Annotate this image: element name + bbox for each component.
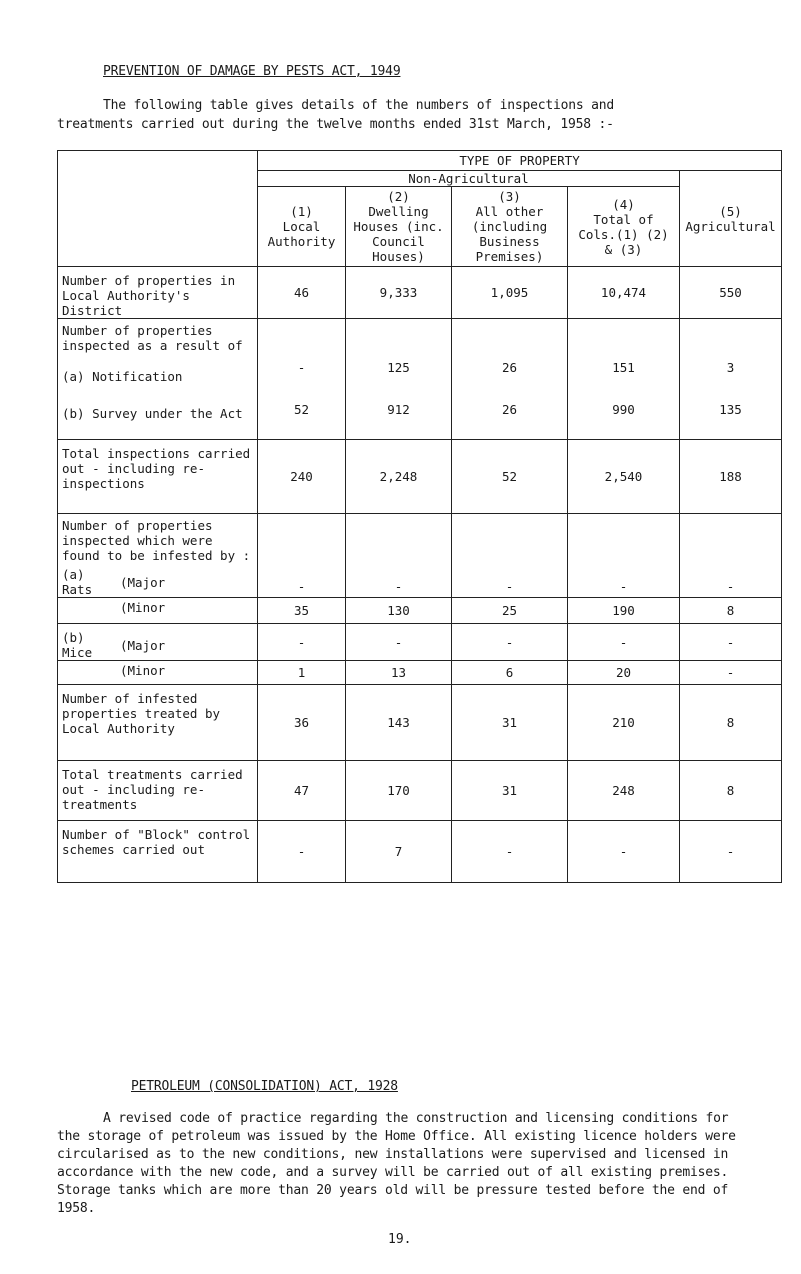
table-cell: 2,248 xyxy=(346,440,452,514)
col-4-label: Total of Cols.(1) (2) & (3) xyxy=(578,211,669,257)
mice-minor-label: (Minor xyxy=(120,663,166,678)
table-row xyxy=(58,267,782,319)
table-cell: 8 xyxy=(680,761,782,821)
table-cell: 35 xyxy=(258,598,346,624)
infested-label: Number of properties inspected which were found to be infested by : xyxy=(62,518,251,563)
table-cell: 46 xyxy=(258,267,346,319)
table-cell: - xyxy=(568,514,680,598)
notification-value: 26 xyxy=(501,360,518,375)
table-cell: 8 xyxy=(680,685,782,761)
table-cell: - xyxy=(452,514,568,598)
table-row xyxy=(58,821,782,883)
table-cell xyxy=(680,319,782,440)
row-label: Number of properties in Local Authority's District xyxy=(58,267,258,319)
table-cell: 1 xyxy=(258,661,346,685)
table-cell: 9,333 xyxy=(346,267,452,319)
table-cell: - xyxy=(452,624,568,661)
row-label xyxy=(58,514,258,598)
table-cell: - xyxy=(680,514,782,598)
col-header-3 xyxy=(452,187,568,267)
notification-value: 125 xyxy=(387,360,410,375)
survey-value: 912 xyxy=(387,401,410,417)
type-of-property-header: TYPE OF PROPERTY xyxy=(258,151,782,171)
table-row xyxy=(58,661,782,685)
table-cell: - xyxy=(258,514,346,598)
mice-major-label: (Major xyxy=(120,637,166,653)
page-number: 19. xyxy=(388,1232,412,1247)
row-label xyxy=(58,661,258,685)
table-row xyxy=(58,319,782,440)
col-1-label: Local Authority xyxy=(267,219,336,249)
table-cell: 130 xyxy=(346,598,452,624)
table-cell: 1,095 xyxy=(452,267,568,319)
page-heading: PREVENTION OF DAMAGE BY PESTS ACT, 1949 xyxy=(103,64,401,79)
col-2-label: Dwelling Houses (inc. Council Houses) xyxy=(353,204,444,264)
table-cell xyxy=(346,319,452,440)
table-cell: 36 xyxy=(258,685,346,761)
notification-value: - xyxy=(297,360,306,375)
table-cell: - xyxy=(258,821,346,883)
mice-label: (b) Mice xyxy=(62,630,93,660)
table-row xyxy=(58,514,782,598)
table-cell: - xyxy=(680,661,782,685)
table-cell: 47 xyxy=(258,761,346,821)
intro-line-2: treatments carried out during the twelve months ended 31st March, 1958 :- xyxy=(57,117,614,132)
inspected-label: Number of properties inspected as a result of xyxy=(62,323,243,353)
table-row xyxy=(58,440,782,514)
col-5-label: Agricultural xyxy=(685,218,776,234)
col-header-2 xyxy=(346,187,452,267)
rats-label: (a) Rats xyxy=(62,567,93,597)
intro-line-1: The following table gives details of the numbers of inspections and xyxy=(103,98,614,113)
col-4-num: (4) xyxy=(612,196,635,212)
table-cell: 13 xyxy=(346,661,452,685)
table-cell: 2,540 xyxy=(568,440,680,514)
col-2-num: (2) xyxy=(387,189,410,204)
table-cell xyxy=(568,319,680,440)
col-5-num: (5) xyxy=(719,203,742,219)
table-cell: 25 xyxy=(452,598,568,624)
table-cell: 31 xyxy=(452,761,568,821)
petroleum-heading: PETROLEUM (CONSOLIDATION) ACT, 1928 xyxy=(131,1079,398,1094)
row-label xyxy=(58,624,258,661)
table-cell: 6 xyxy=(452,661,568,685)
table-cell: - xyxy=(680,624,782,661)
table-cell: 7 xyxy=(346,821,452,883)
notification-value: 3 xyxy=(726,360,735,375)
table-cell: 240 xyxy=(258,440,346,514)
col-1-num: (1) xyxy=(290,204,313,219)
non-agricultural-header: Non-Agricultural xyxy=(258,171,680,187)
inspections-table xyxy=(57,150,782,883)
table-row xyxy=(58,685,782,761)
col-header-1 xyxy=(258,187,346,267)
intro-paragraph xyxy=(57,96,763,134)
survey-value: 52 xyxy=(293,401,310,417)
table-cell: - xyxy=(568,821,680,883)
table-cell: 210 xyxy=(568,685,680,761)
table-cell: 170 xyxy=(346,761,452,821)
table-cell: 10,474 xyxy=(568,267,680,319)
col-header-5 xyxy=(680,171,782,267)
notification-value: 151 xyxy=(612,360,635,375)
table-cell: 550 xyxy=(680,267,782,319)
survey-value: 26 xyxy=(501,401,518,417)
row-label: Total treatments carried out - including re-treatments xyxy=(58,761,258,821)
survey-label: (b) Survey under the Act xyxy=(62,406,243,421)
petroleum-paragraph xyxy=(57,1110,757,1218)
table-cell: 188 xyxy=(680,440,782,514)
survey-value: 990 xyxy=(612,401,635,417)
table-row xyxy=(58,598,782,624)
row-label xyxy=(58,319,258,440)
notification-label: (a) Notification xyxy=(62,369,183,384)
table-cell: - xyxy=(680,821,782,883)
survey-value: 135 xyxy=(719,401,742,417)
row-label: Number of "Block" control schemes carried out xyxy=(58,821,258,883)
table-cell: 20 xyxy=(568,661,680,685)
table-cell: - xyxy=(452,821,568,883)
petroleum-text: A revised code of practice regarding the construction and licensing conditions for the storage of petroleum was issued by the Home Office. All existing licence holders were circularised as to the new conditions, new installations were supervised and licensed in accordance with the new code, and a survey will be carried out of all existing premises. Storage tanks which are more than 20 years old will be pressure tested before the end of 1958. xyxy=(57,1111,736,1216)
col-3-label: All other (including Business Premises) xyxy=(471,204,548,264)
table-cell: - xyxy=(346,624,452,661)
table-cell: - xyxy=(346,514,452,598)
rats-minor-label: (Minor xyxy=(120,600,166,615)
row-label: Total inspections carried out - including re-inspections xyxy=(58,440,258,514)
table-cell: - xyxy=(258,624,346,661)
rats-major-label: (Major xyxy=(120,574,166,590)
table-cell: 143 xyxy=(346,685,452,761)
col-3-num: (3) xyxy=(498,189,521,204)
table-cell: 52 xyxy=(452,440,568,514)
table-cell: 248 xyxy=(568,761,680,821)
table-cell xyxy=(258,319,346,440)
table-cell: 190 xyxy=(568,598,680,624)
table-cell: 8 xyxy=(680,598,782,624)
table-cell: 31 xyxy=(452,685,568,761)
corner-cell xyxy=(58,151,258,267)
row-label: Number of infested properties treated by Local Authority xyxy=(58,685,258,761)
table-row xyxy=(58,624,782,661)
table-row xyxy=(58,761,782,821)
table-cell xyxy=(452,319,568,440)
col-header-4 xyxy=(568,187,680,267)
rats-sub-label xyxy=(62,567,253,597)
row-label xyxy=(58,598,258,624)
table-cell: - xyxy=(568,624,680,661)
